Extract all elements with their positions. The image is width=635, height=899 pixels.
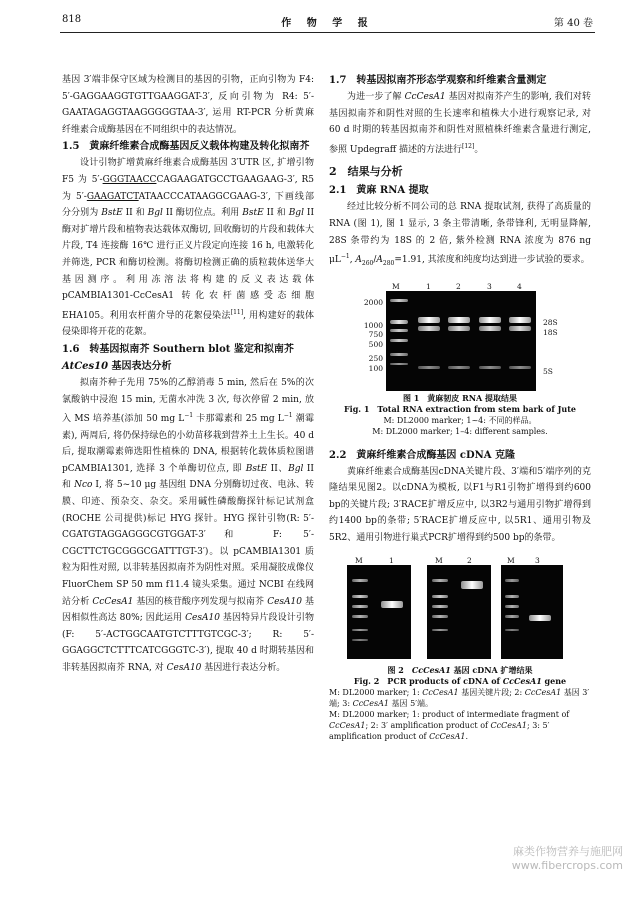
- fig2-gel-panel-2: [427, 565, 491, 659]
- volume-number: 第 40 卷: [553, 18, 593, 29]
- fig2-panel3-lane-3: 3: [535, 555, 540, 565]
- fig2-panel2-lane-2: 2: [467, 555, 472, 565]
- paragraph-rna-extraction: 经过比较分析不同公司的总 RNA 提取试剂, 获得了高质量的 RNA (图 1), 图 1 显示, 3 条主带清晰, 条带锋利, 无明显降解, 28S 条带约为 18S 的 2 倍, 紫外检测 RNA 浓度为 876 ng $\mu L^{-1}$, $A_{260}/A_{280}=1.91$, 其浓度和纯度均达到进一步试验的要求。: [329, 202, 591, 267]
- right-column: [329, 72, 591, 741]
- fig1-band-5s: 5S: [543, 366, 553, 376]
- fig2-caption-cn: 图 2 CcCesA1 基因 cDNA 扩增结果: [387, 664, 533, 675]
- figure-2: [329, 553, 591, 741]
- fig2-lane-labels: [329, 553, 591, 565]
- fig1-lane-labels: [386, 279, 536, 291]
- fig2-panel1-lane-1: 1: [389, 555, 394, 565]
- section-1-6-heading: 1.6 转基因拟南芥 Southern blot 鉴定和拟南芥 AtCes10 基因表达分析: [62, 343, 294, 372]
- section-1-7-heading: 1.7 转基因拟南芥形态学观察和纤维素含量测定: [329, 75, 547, 86]
- journal-name: 作 物 学 报: [281, 18, 374, 29]
- fig1-caption-cn: 图 1 黄麻韧皮 RNA 提取结果: [402, 392, 518, 403]
- fig2-caption-en: Fig. 2 PCR products of cDNA of CcCesA1 gene: [353, 675, 567, 686]
- fig1-lane-4: 4: [517, 281, 522, 291]
- fig2-note-cn: M: DL2000 marker; 1: CcCesA1 基因关键片段; 2: CcCesA1 基因 3′端; 3: CcCesA1 基因 5′端。: [329, 687, 590, 708]
- fig1-caption-en: Fig. 1 Total RNA extraction from stem bark of Jute: [343, 403, 577, 414]
- section-2-1-heading: 2.1 黄麻 RNA 提取: [329, 185, 429, 197]
- figure-1: [329, 279, 591, 436]
- fig2-note-en: M: DL2000 marker; 1: product of intermediate fragment of CcCesA1; 2: 3′ amplification product of CcCesA1; 3: 5′ amplification product of CcCesA1.: [329, 709, 570, 741]
- fig1-marker-labels: [345, 291, 383, 391]
- left-column: [62, 72, 314, 677]
- fig1-marker-750: 750: [368, 329, 383, 339]
- fig1-marker-100: 100: [368, 363, 383, 373]
- fig1-lane-2: 2: [456, 281, 461, 291]
- fig2-panel1-lane-m: M: [355, 555, 363, 565]
- paragraph-morphology: 为进一步了解 CcCesA1 基因对拟南芥产生的影响, 我们对转基因拟南芥和阴性对照的生长速率和植株大小进行观察记录, 对 60 d 时期的转基因拟南芥和阴性对照植株纤维素含量进行测定, 参照 Updegraff 描述的方法进行[12]。: [329, 92, 591, 155]
- fig2-gel-panel-1: [347, 565, 411, 659]
- header-rule: [60, 32, 595, 33]
- section-1-5-heading: 1.5 黄麻纤维素合成酶基因反义载体构建及转化拟南芥: [62, 141, 310, 153]
- paragraph-cdna-cloning: 黄麻纤维素合成酶基因cDNA关键片段、3′端和5′端序列的克隆结果见图2。以cDNA为模板, 以F1与R1引物扩增得到约600 bp的关键片段; 3′RACE扩增反应中, 以3R2与通用引物扩增得到约1400 bp的条带; 5′RACE扩增反应中, 以5R1、通用引物及5R2、通用引物进行巢式PCR扩增得到约500 bp的条带。: [329, 466, 591, 543]
- fig1-marker-2000: 2000: [363, 297, 383, 307]
- page-number: 818: [62, 14, 82, 25]
- fig1-note-cn: M: DL2000 marker; 1~4: 不同的样品。: [383, 415, 537, 425]
- fig1-band-labels: [539, 291, 579, 391]
- page-header: [62, 14, 593, 34]
- watermark-line-1: 麻类作物营养与施肥网: [513, 845, 623, 858]
- fig1-marker-250: 250: [368, 353, 383, 363]
- paragraph-primers: 基因 3′端非保守区域为检测目的基因的引物，正向引物为 F4: 5′-GAGGAAGGTGTTGAAGGAT-3′, 反向引物为 R4: 5′-GAATAGAGGTAAGGGGGTAA-3′, 运用 RT-PCR 分析黄麻纤维素合成酶基因在不同组织中的表达情况。: [62, 75, 314, 135]
- fig2-panel3-lane-m: M: [507, 555, 515, 565]
- fig1-marker-1000: 1000: [363, 320, 383, 330]
- fig1-marker-500: 500: [368, 339, 383, 349]
- watermark-line-2: www.fibercrops.com: [511, 859, 623, 872]
- section-2-heading: 2 结果与分析: [329, 165, 403, 179]
- fig1-lane-1: 1: [426, 281, 431, 291]
- fig2-panel2-lane-m: M: [435, 555, 443, 565]
- fig1-band-28s: 28S: [543, 317, 558, 327]
- fig1-gel-image: [386, 291, 536, 391]
- fig1-lane-m: M: [392, 281, 400, 291]
- section-2-2-heading: 2.2 黄麻纤维素合成酶基因 cDNA 克隆: [329, 449, 516, 461]
- watermark: [512, 845, 623, 873]
- fig2-gel-panel-3: [501, 565, 563, 659]
- fig1-lane-3: 3: [487, 281, 492, 291]
- paragraph-vector-construction: 设计引物扩增黄麻纤维素合成酶基因 3′UTR 区, 扩增引物 F5 为 5′-GGGTAACCCAGAAGATGCCTGAAGAAG-3′, R5 为 5′-GAAGATCTATAACCCATAAGGCGAAG-3′, 下画线部分分别为 BstE II 和 Bgl II 酶切位点。利用 BstE II 和 Bgl II 酶对扩增片段和植物表达载体双酶切, 回收酶切的片段和载体大片段, T4 连接酶 16℃ 进行正义片段定向连接 16 h, 电激转化并筛选, PCR 和酶切检测。将酶切检测正确的质粒载体送华大基因测序。利用冻溶法将构建的反义表达载体 pCAMBIA1301-CcCesA1 转化农杆菌感受态细胞 EHA105。利用农杆菌介导的花絮侵染法[11], 用构建好的载体侵染即将开花的花絮。: [62, 158, 314, 338]
- fig1-band-18s: 18S: [543, 327, 558, 337]
- fig1-note-en: M: DL2000 marker; 1–4: different samples.: [372, 426, 548, 436]
- paragraph-southern-blot: 拟南芥种子先用 75%的乙醇消毒 5 min, 然后在 5%的次氯酸钠中浸泡 15 min, 无菌水冲洗 3 次, 每次停留 2 min, 放入 MS 培养基(添加 50 mg $L^{-1}$ 卡那霉素和 25 mg $L^{-1}$ 潮霉素), 两周后, 将仍保持绿色的小幼苗移栽到营养土上生长。40 d 后, 提取潮霉素筛选阳性植株的 DNA, 根据转化载体质粒图谱 pCAMBIA1301, 选择 3 个单酶切位点, 即 BstE II、Bgl II 和 Nco I, 将 5~10 μg 基因组 DNA 分别酶切过夜、电泳、转膜、印迹、预杂交、杂交。采用碱性磷酸酶探针标记试剂盒(ROCHE 公司提供)标记 HYG 探针。HYG 探针引物(R: 5′-CGATGTAGGAGGGCGTGGAT-3′和 F: 5′-CGCTTCTGCGGGCGATTTGT-3′)。以 pCAMBIA1301 质粒为阳性对照, 以非转基因拟南芥为阴性对照。采用凝胶成像仪 FluorChem SP 50 mm f11.4 镜头采集。通过 NCBI 在线网站分析 CcCesA1 基因的核苷酸序列发现与拟南芥 CesA10 基因相似性高达 80%; 因此运用 CesA10 基因特异片段设计引物(F: 5′-ACTGGCAATGTCTTTGTCGC-3′; R: 5′-GGAGGCTCTTTCATCGGGTC-3′), 提取 40 d 时期转基因和非转基因拟南芥 RNA, 对 CesA10 基因进行表达分析。: [62, 377, 314, 673]
